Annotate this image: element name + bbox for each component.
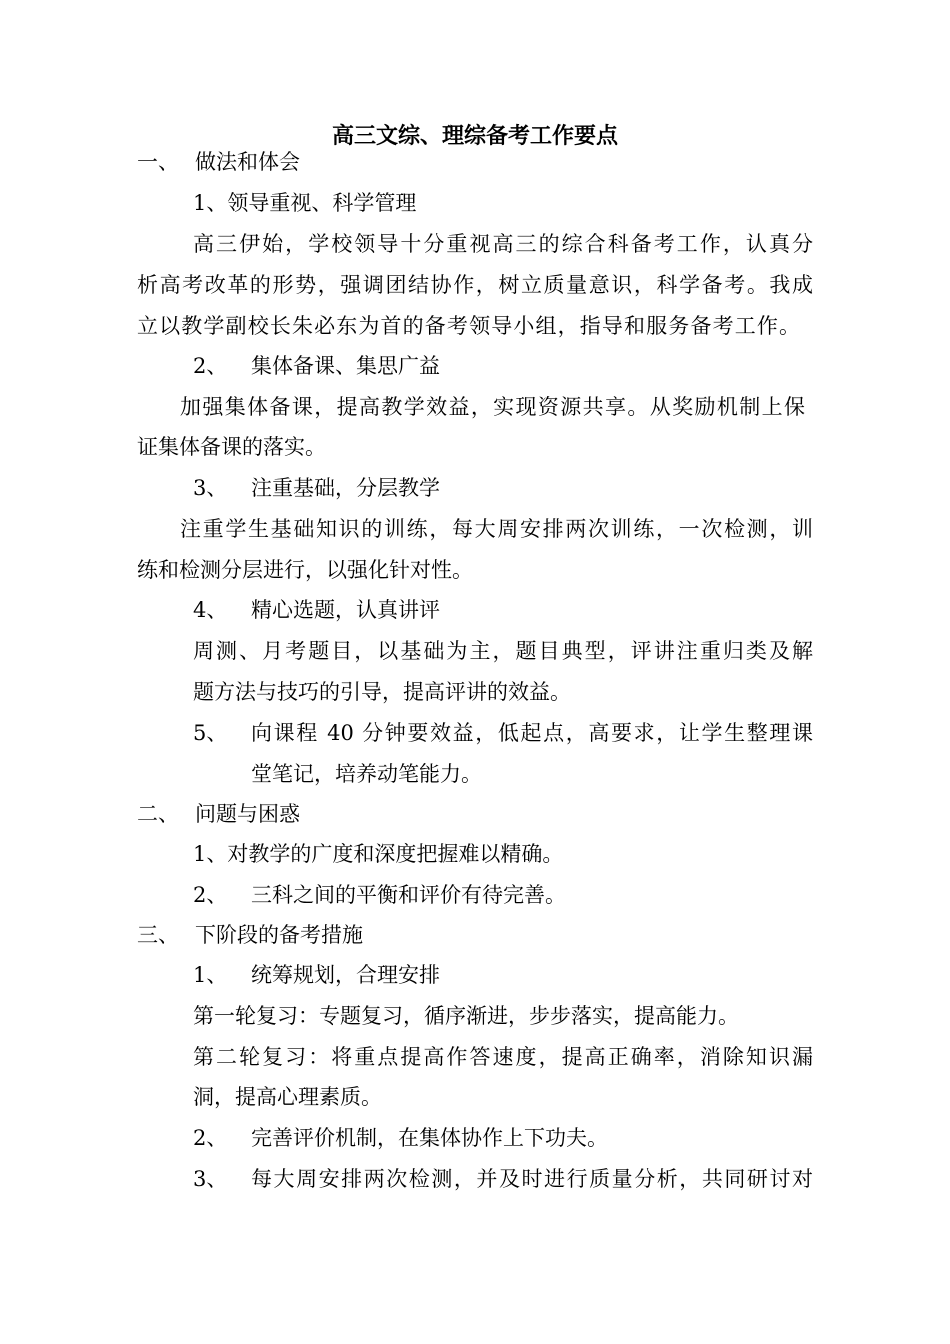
item-2-1: 1、对教学的广度和深度把握难以精确。 bbox=[193, 842, 564, 866]
item-1-5-line-2: 堂笔记，培养动笔能力。 bbox=[251, 762, 482, 786]
item-2-2-number: 2、 bbox=[193, 883, 228, 907]
item-1-3-number: 3、 bbox=[193, 476, 228, 500]
item-1-5-number: 5、 bbox=[193, 721, 228, 745]
section-3-heading: 下阶段的备考措施 bbox=[195, 923, 363, 947]
item-3-3-text: 每大周安排两次检测，并及时进行质量分析，共同研讨对 bbox=[251, 1167, 813, 1191]
section-1-number: 一、 bbox=[137, 150, 179, 174]
item-1-2-heading: 集体备课、集思广益 bbox=[251, 354, 440, 378]
item-1-3-heading: 注重基础，分层教学 bbox=[251, 476, 440, 500]
section-1-heading: 做法和体会 bbox=[195, 150, 300, 174]
item-1-4-para-line-2: 题方法与技巧的引导，提高评讲的效益。 bbox=[193, 680, 571, 704]
item-1-1-para-line-2: 析高考改革的形势，强调团结协作，树立质量意识，科学备考。我成 bbox=[137, 273, 813, 297]
item-1-2-para-line-1: 加强集体备课，提高教学效益，实现资源共享。从奖励机制上保 bbox=[180, 395, 805, 419]
item-1-3-para-line-1: 注重学生基础知识的训练，每大周安排两次训练，一次检测，训 bbox=[180, 517, 813, 541]
item-3-3-number: 3、 bbox=[193, 1167, 228, 1191]
item-3-2-text: 完善评价机制，在集体协作上下功夫。 bbox=[251, 1126, 608, 1150]
section-2-number: 二、 bbox=[137, 802, 179, 826]
item-2-2-text: 三科之间的平衡和评价有待完善。 bbox=[251, 883, 566, 907]
item-1-2-para-line-2: 证集体备课的落实。 bbox=[137, 435, 326, 459]
item-3-1-round-2-line-1: 第二轮复习：将重点提高作答速度，提高正确率，消除知识漏 bbox=[193, 1045, 813, 1069]
section-3-number: 三、 bbox=[137, 923, 179, 947]
item-1-4-heading: 精心选题，认真讲评 bbox=[251, 598, 440, 622]
item-1-2-number: 2、 bbox=[193, 354, 228, 378]
item-1-4-para-line-1: 周测、月考题目，以基础为主，题目典型，评讲注重归类及解 bbox=[193, 639, 813, 663]
item-1-1-para-line-3: 立以教学副校长朱必东为首的备考领导小组，指导和服务备考工作。 bbox=[137, 314, 800, 338]
section-2-heading: 问题与困惑 bbox=[195, 802, 300, 826]
item-1-5-line-1: 向课程 40 分钟要效益，低起点，高要求，让学生整理课 bbox=[251, 721, 813, 745]
document-title: 高三文综、理综备考工作要点 bbox=[331, 123, 618, 149]
item-3-1-number: 1、 bbox=[193, 963, 228, 987]
item-1-3-para-line-2: 练和检测分层进行，以强化针对性。 bbox=[137, 558, 473, 582]
item-3-1-round-2-line-2: 洞，提高心理素质。 bbox=[193, 1085, 382, 1109]
item-1-1-para-line-1: 高三伊始，学校领导十分重视高三的综合科备考工作，认真分 bbox=[193, 232, 813, 256]
item-3-1-round-1: 第一轮复习：专题复习，循序渐进，步步落实，提高能力。 bbox=[193, 1004, 739, 1028]
item-3-2-number: 2、 bbox=[193, 1126, 228, 1150]
item-3-1-heading: 统筹规划，合理安排 bbox=[251, 963, 440, 987]
item-1-1-heading: 1、领导重视、科学管理 bbox=[193, 191, 417, 215]
item-1-4-number: 4、 bbox=[193, 598, 228, 622]
